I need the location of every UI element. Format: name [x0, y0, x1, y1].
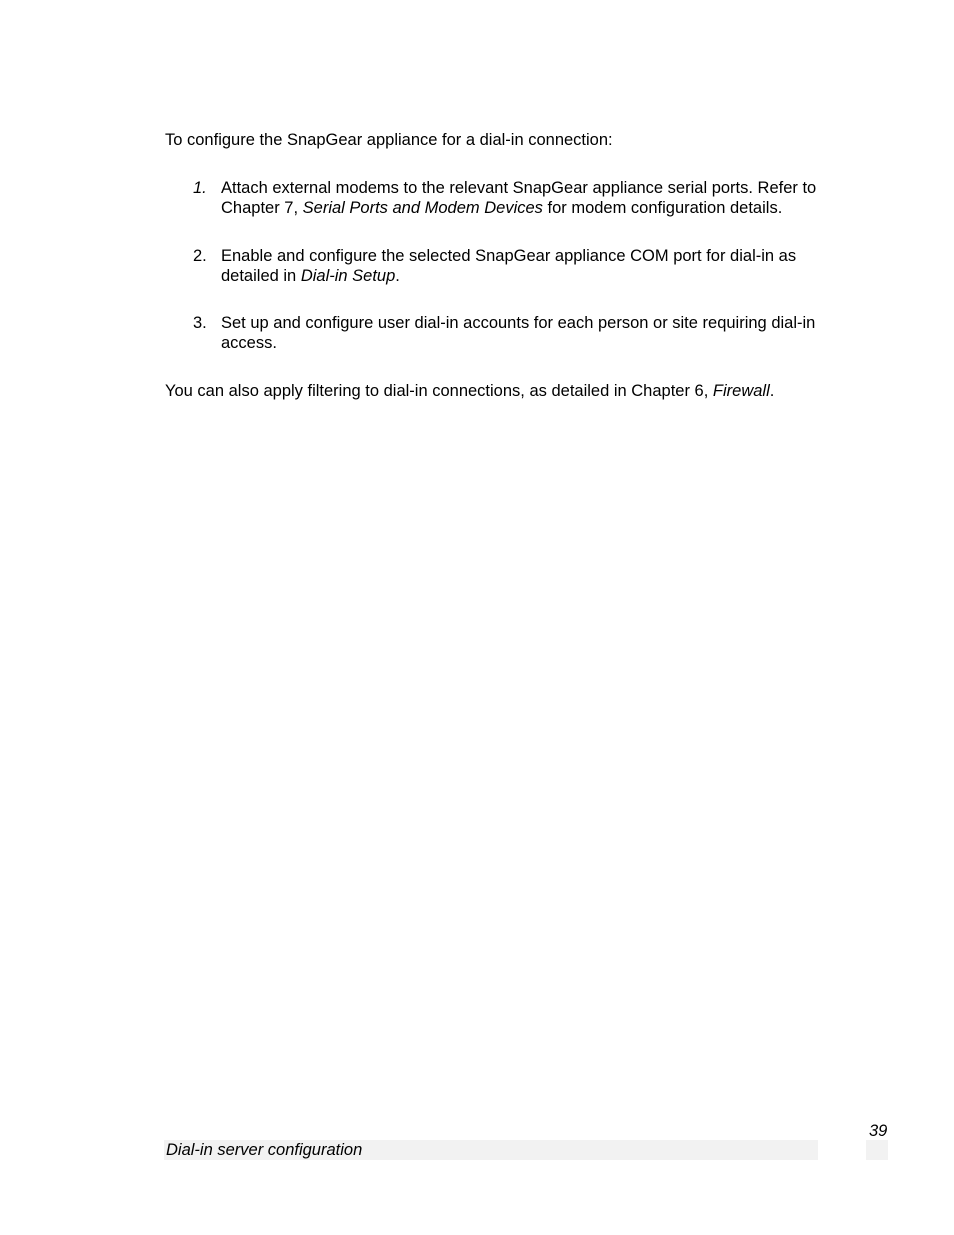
- step-number: 1.: [193, 179, 207, 197]
- closing-paragraph: [165, 381, 774, 401]
- footer-title: Dial-in server configuration: [166, 1141, 363, 1159]
- page-number-box: [866, 1140, 888, 1160]
- step-line-2: [221, 266, 796, 286]
- step-text-plain: for modem configuration details.: [542, 199, 783, 217]
- step-text: [221, 246, 796, 286]
- section-reference: Dial-in Setup: [300, 267, 396, 285]
- step-text: [221, 178, 816, 218]
- step-text-plain: detailed in: [221, 267, 301, 285]
- page-number: 39: [869, 1122, 888, 1140]
- step-number: 3.: [193, 314, 207, 332]
- chapter-reference: Serial Ports and Modem Devices: [302, 199, 543, 217]
- step-text-plain: .: [395, 267, 400, 285]
- step-line-2: access.: [221, 334, 277, 352]
- step-text-plain: Chapter 7,: [221, 199, 303, 217]
- closing-text: .: [769, 382, 775, 400]
- step-text: [221, 313, 815, 353]
- closing-text: You can also apply filtering to dial-in connections, as detailed in Chapter 6,: [165, 382, 713, 400]
- step-number: 2.: [193, 247, 207, 265]
- intro-paragraph: To configure the SnapGear appliance for a dial-in connection:: [165, 131, 613, 149]
- footer-bar: [164, 1140, 818, 1160]
- step-line-1: Enable and configure the selected SnapGear appliance COM port for dial-in as: [221, 247, 797, 265]
- step-line-2: [221, 198, 816, 218]
- chapter-reference: Firewall: [712, 382, 770, 400]
- step-line-1: Set up and configure user dial-in accounts for each person or site requiring dial-in: [221, 314, 816, 332]
- step-line-1: Attach external modems to the relevant SnapGear appliance serial ports. Refer to: [221, 179, 817, 197]
